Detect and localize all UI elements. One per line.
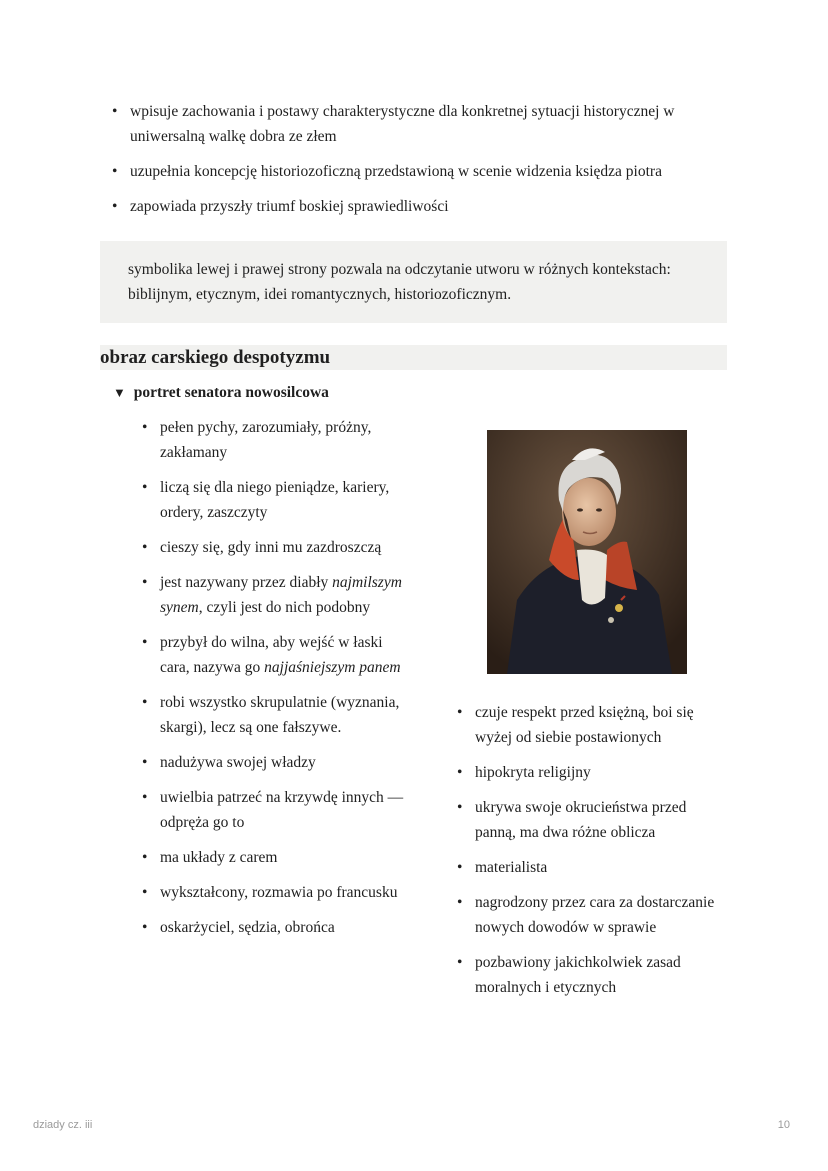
list-item: • nadużywa swojej władzy [140, 750, 415, 775]
callout-block [100, 241, 727, 323]
toggle-portrait[interactable] [113, 381, 329, 405]
list-item [140, 570, 415, 620]
list-item: • ma układy z carem [140, 845, 415, 870]
list-item: • pozbawiony jakichkolwiek zasad moralnych i etycznych [455, 950, 725, 1000]
callout-text: symbolika lewej i prawej strony pozwala na odczytanie utworu w różnych kontekstach: biblijnym, etycznym, idei romantycznych, historiozoficznym. [128, 261, 671, 303]
list-item: • wykształcony, rozmawia po francusku [140, 880, 415, 905]
list-item: • nagrodzony przez cara za dostarczanie nowych dowodów w sprawie [455, 890, 725, 940]
list-item: • hipokryta religijny [455, 760, 725, 785]
list-item: • zapowiada przyszły triumf boskiej sprawiedliwości [110, 194, 730, 219]
list-item-text: , czyli jest do nich podobny [198, 599, 371, 616]
list-item [140, 630, 415, 680]
list-item-text: jest nazywany przez diabły [160, 574, 329, 591]
list-item: • ukrywa swoje okrucieństwa przed panną, ma dwa różne oblicza [455, 795, 725, 845]
section-heading: obraz carskiego despotyzmu [100, 345, 727, 370]
list-item: • cieszy się, gdy inni mu zazdroszczą [140, 535, 415, 560]
toggle-label: portret senatora nowosilcowa [133, 384, 329, 401]
list-item: • oskarżyciel, sędzia, obrońca [140, 915, 415, 940]
portrait-image [487, 430, 687, 674]
list-item: • robi wszystko skrupulatnie (wyznania, skargi), lecz są one fałszywe. [140, 690, 415, 740]
list-item: • uwielbia patrzeć na krzywdę innych — odpręża go to [140, 785, 415, 835]
left-bullet-list [140, 415, 415, 950]
portrait-illustration [487, 430, 687, 674]
list-item: • uzupełnia koncepcję historiozoficzną przedstawioną w scenie widzenia księdza piotra [110, 159, 730, 184]
list-item: • wpisuje zachowania i postawy charakterystyczne dla konkretnej sytuacji historycznej w uniwersalną walkę dobra ze złem [110, 99, 730, 149]
list-item-text: przybył do wilna, aby wejść w łaski cara, nazywa go [160, 634, 383, 676]
list-item-emphasis: najmilszym synem [160, 574, 402, 616]
list-item: • materialista [455, 855, 725, 880]
top-bullet-list [110, 99, 730, 229]
page-number: 10 [777, 1119, 790, 1131]
footer-title: dziady cz. iii [33, 1119, 93, 1131]
list-item-emphasis: najjaśniejszym panem [264, 659, 401, 676]
list-item: • liczą się dla niego pieniądze, kariery, ordery, zaszczyty [140, 475, 415, 525]
list-item: • pełen pychy, zarozumiały, próżny, zakłamany [140, 415, 415, 465]
list-item: • czuje respekt przed księżną, boi się wyżej od siebie postawionych [455, 700, 725, 750]
toggle-triangle-icon[interactable]: ▼ [113, 385, 126, 400]
right-bullet-list [455, 700, 725, 1010]
